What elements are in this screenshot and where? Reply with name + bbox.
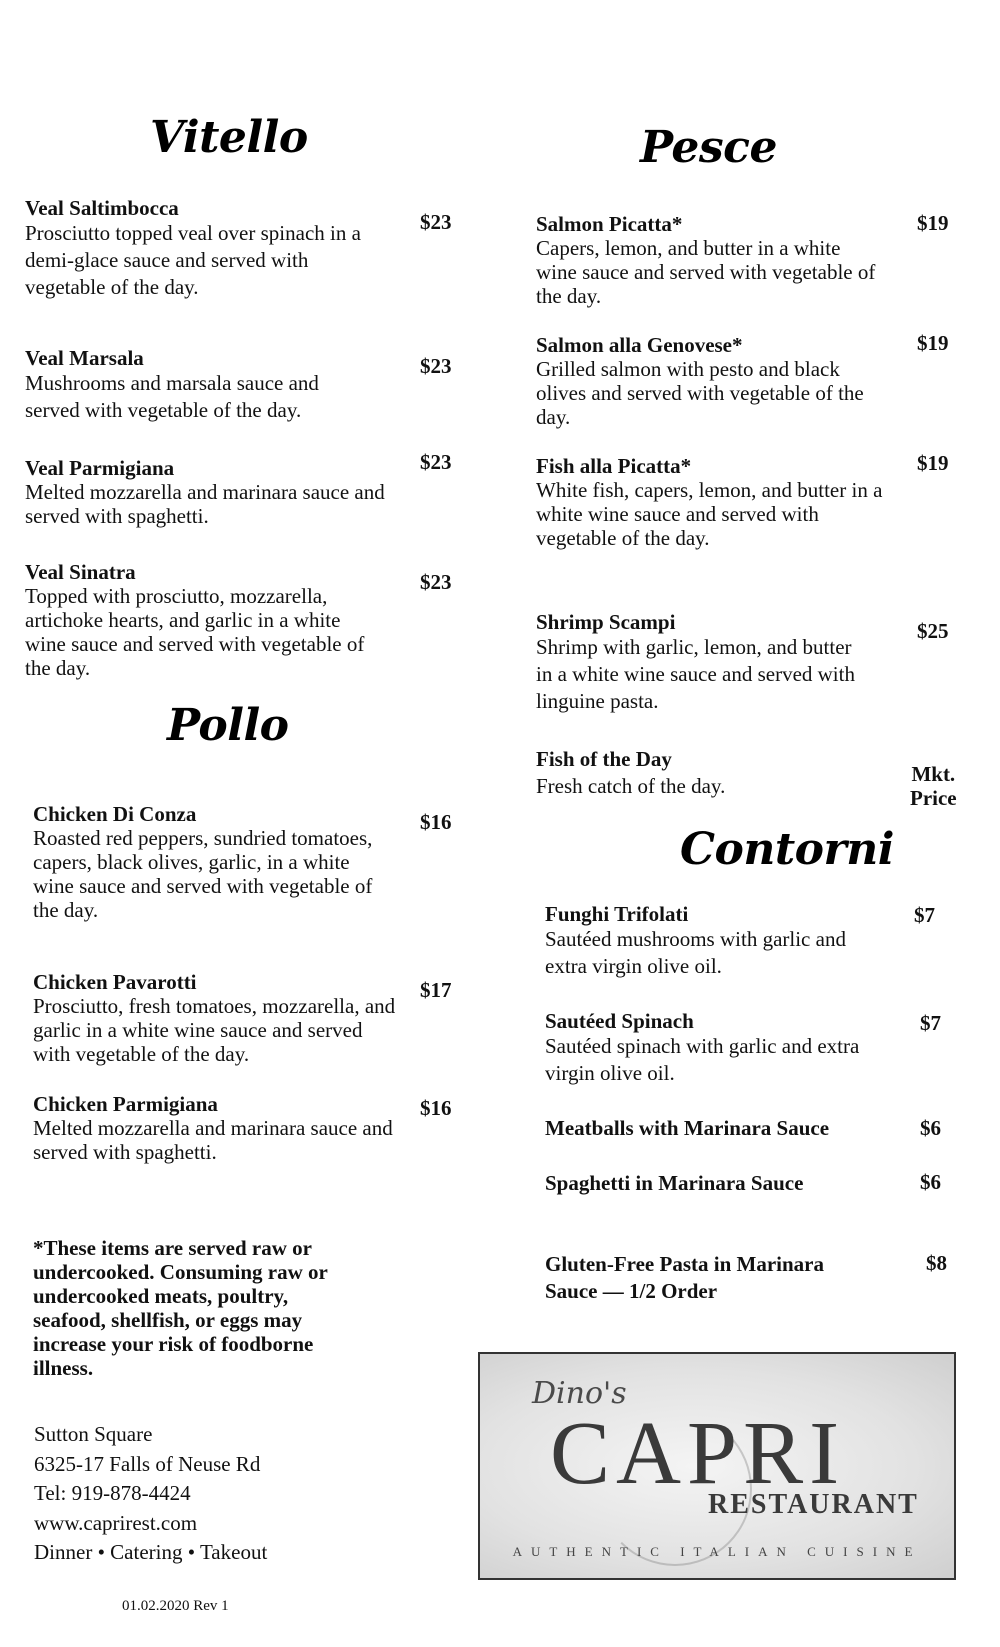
item-name: Meatballs with Marinara Sauce bbox=[545, 1116, 830, 1140]
menu-item bbox=[25, 346, 370, 424]
item-price: $25 bbox=[917, 619, 949, 643]
menu-item bbox=[536, 454, 891, 550]
logo-tagline: AUTHENTIC ITALIAN CUISINE bbox=[512, 1544, 922, 1559]
item-desc: Shrimp with garlic, lemon, and butter in a white wine sauce and served with linguine pasta. bbox=[536, 635, 855, 713]
section-title-pollo: Pollo bbox=[167, 700, 289, 751]
item-name: Veal Parmigiana bbox=[25, 456, 175, 480]
section-title-vitello: Vitello bbox=[150, 112, 308, 163]
item-price: $17 bbox=[420, 978, 452, 1002]
logo-restaurant-text: RESTAURANT bbox=[708, 1489, 919, 1520]
item-price: $23 bbox=[420, 354, 452, 378]
raw-food-notice: *These items are served raw or undercooked. Consuming raw or undercooked meats, poultry, seafood, shellfish, or eggs may increase your risk of foodborne illness. bbox=[33, 1236, 328, 1380]
menu-item bbox=[545, 1170, 805, 1197]
menu-item bbox=[536, 333, 881, 429]
menu-item bbox=[536, 610, 866, 715]
menu-item bbox=[25, 560, 385, 680]
section-title-contorni: Contorni bbox=[680, 824, 894, 875]
item-desc: Topped with prosciutto, mozzarella, artichoke hearts, and garlic in a white wine sauce and served with vegetable of the day. bbox=[25, 584, 365, 680]
menu-item bbox=[25, 196, 370, 301]
menu-item bbox=[536, 212, 881, 308]
item-price bbox=[910, 762, 957, 810]
info-phone: Tel: 919-878-4424 bbox=[34, 1481, 191, 1505]
info-website: www.caprirest.com bbox=[34, 1510, 198, 1535]
item-desc: Grilled salmon with pesto and black olives and served with vegetable of the day. bbox=[536, 357, 864, 429]
menu-item bbox=[33, 1092, 393, 1164]
item-name: Salmon alla Genovese* bbox=[536, 333, 743, 357]
item-desc: White fish, capers, lemon, and butter in a white wine sauce and served with vegetable of the day. bbox=[536, 478, 883, 550]
revision-label: 01.02.2020 Rev 1 bbox=[122, 1598, 229, 1614]
menu-item bbox=[545, 1009, 865, 1087]
item-name: Fish alla Picatta* bbox=[536, 454, 692, 478]
item-price: $6 bbox=[920, 1170, 941, 1194]
item-desc: Melted mozzarella and marinara sauce and served with spaghetti. bbox=[33, 1116, 393, 1164]
item-price: $23 bbox=[420, 450, 452, 474]
item-name: Chicken Di Conza bbox=[33, 802, 197, 826]
item-name: Veal Saltimbocca bbox=[25, 196, 179, 220]
restaurant-info bbox=[34, 1420, 267, 1568]
menu-item bbox=[545, 902, 865, 980]
info-street: 6325-17 Falls of Neuse Rd bbox=[34, 1451, 261, 1476]
item-name: Fish of the Day bbox=[536, 747, 672, 771]
item-name: Veal Marsala bbox=[25, 346, 144, 370]
item-name: Shrimp Scampi bbox=[536, 610, 676, 634]
restaurant-logo bbox=[478, 1352, 956, 1580]
item-desc: Melted mozzarella and marinara sauce and served with spaghetti. bbox=[25, 480, 385, 528]
item-price: $7 bbox=[914, 903, 935, 927]
item-price: $16 bbox=[420, 810, 452, 834]
menu-item bbox=[33, 802, 393, 922]
menu-item bbox=[33, 970, 403, 1066]
item-name: Funghi Trifolati bbox=[545, 902, 689, 926]
logo-capri-text: CAPRI bbox=[550, 1404, 846, 1503]
item-desc: Capers, lemon, and butter in a white wine sauce and served with vegetable of the day. bbox=[536, 236, 876, 308]
item-price: $8 bbox=[926, 1251, 947, 1275]
item-desc: Prosciutto, fresh tomatoes, mozzarella, and garlic in a white wine sauce and served with vegetable of the day. bbox=[33, 994, 396, 1066]
item-price: $19 bbox=[917, 331, 949, 355]
item-name: Salmon Picatta* bbox=[536, 212, 683, 236]
item-desc: Mushrooms and marsala sauce and served with vegetable of the day. bbox=[25, 371, 319, 422]
item-name: Spaghetti in Marinara Sauce bbox=[545, 1171, 804, 1195]
item-price: $19 bbox=[917, 211, 949, 235]
item-desc: Sautéed spinach with garlic and extra virgin olive oil. bbox=[545, 1034, 860, 1085]
item-name: Veal Sinatra bbox=[25, 560, 136, 584]
item-desc: Roasted red peppers, sundried tomatoes, capers, black olives, garlic, in a white wine sauce and served with vegetable of the day. bbox=[33, 826, 373, 922]
item-name: Sautéed Spinach bbox=[545, 1009, 694, 1033]
item-price: $23 bbox=[420, 570, 452, 594]
menu-item bbox=[545, 1116, 885, 1140]
item-price: $19 bbox=[917, 451, 949, 475]
menu-item bbox=[536, 747, 866, 798]
item-price: $23 bbox=[420, 210, 452, 234]
item-price: $16 bbox=[420, 1096, 452, 1120]
item-desc: Sautéed mushrooms with garlic and extra virgin olive oil. bbox=[545, 927, 846, 978]
section-title-pesce: Pesce bbox=[640, 122, 777, 173]
menu-item bbox=[25, 456, 385, 528]
info-address-name: Sutton Square bbox=[34, 1422, 153, 1446]
item-price: $7 bbox=[920, 1011, 941, 1035]
item-name: Chicken Parmigiana bbox=[33, 1092, 218, 1116]
info-services: Dinner • Catering • Takeout bbox=[34, 1540, 268, 1564]
item-desc: Fresh catch of the day. bbox=[536, 774, 726, 798]
price-line: Mkt. bbox=[911, 762, 956, 786]
menu-item bbox=[545, 1251, 855, 1305]
item-name: Chicken Pavarotti bbox=[33, 970, 197, 994]
item-desc: Prosciutto topped veal over spinach in a demi-glace sauce and served with vegetable of the day. bbox=[25, 221, 361, 299]
item-name: Gluten-Free Pasta in Marinara Sauce — 1/2 Order bbox=[545, 1252, 824, 1303]
price-line: Price bbox=[910, 786, 957, 810]
logo-dinos-text: Dino's bbox=[532, 1376, 627, 1411]
item-price: $6 bbox=[920, 1116, 941, 1140]
